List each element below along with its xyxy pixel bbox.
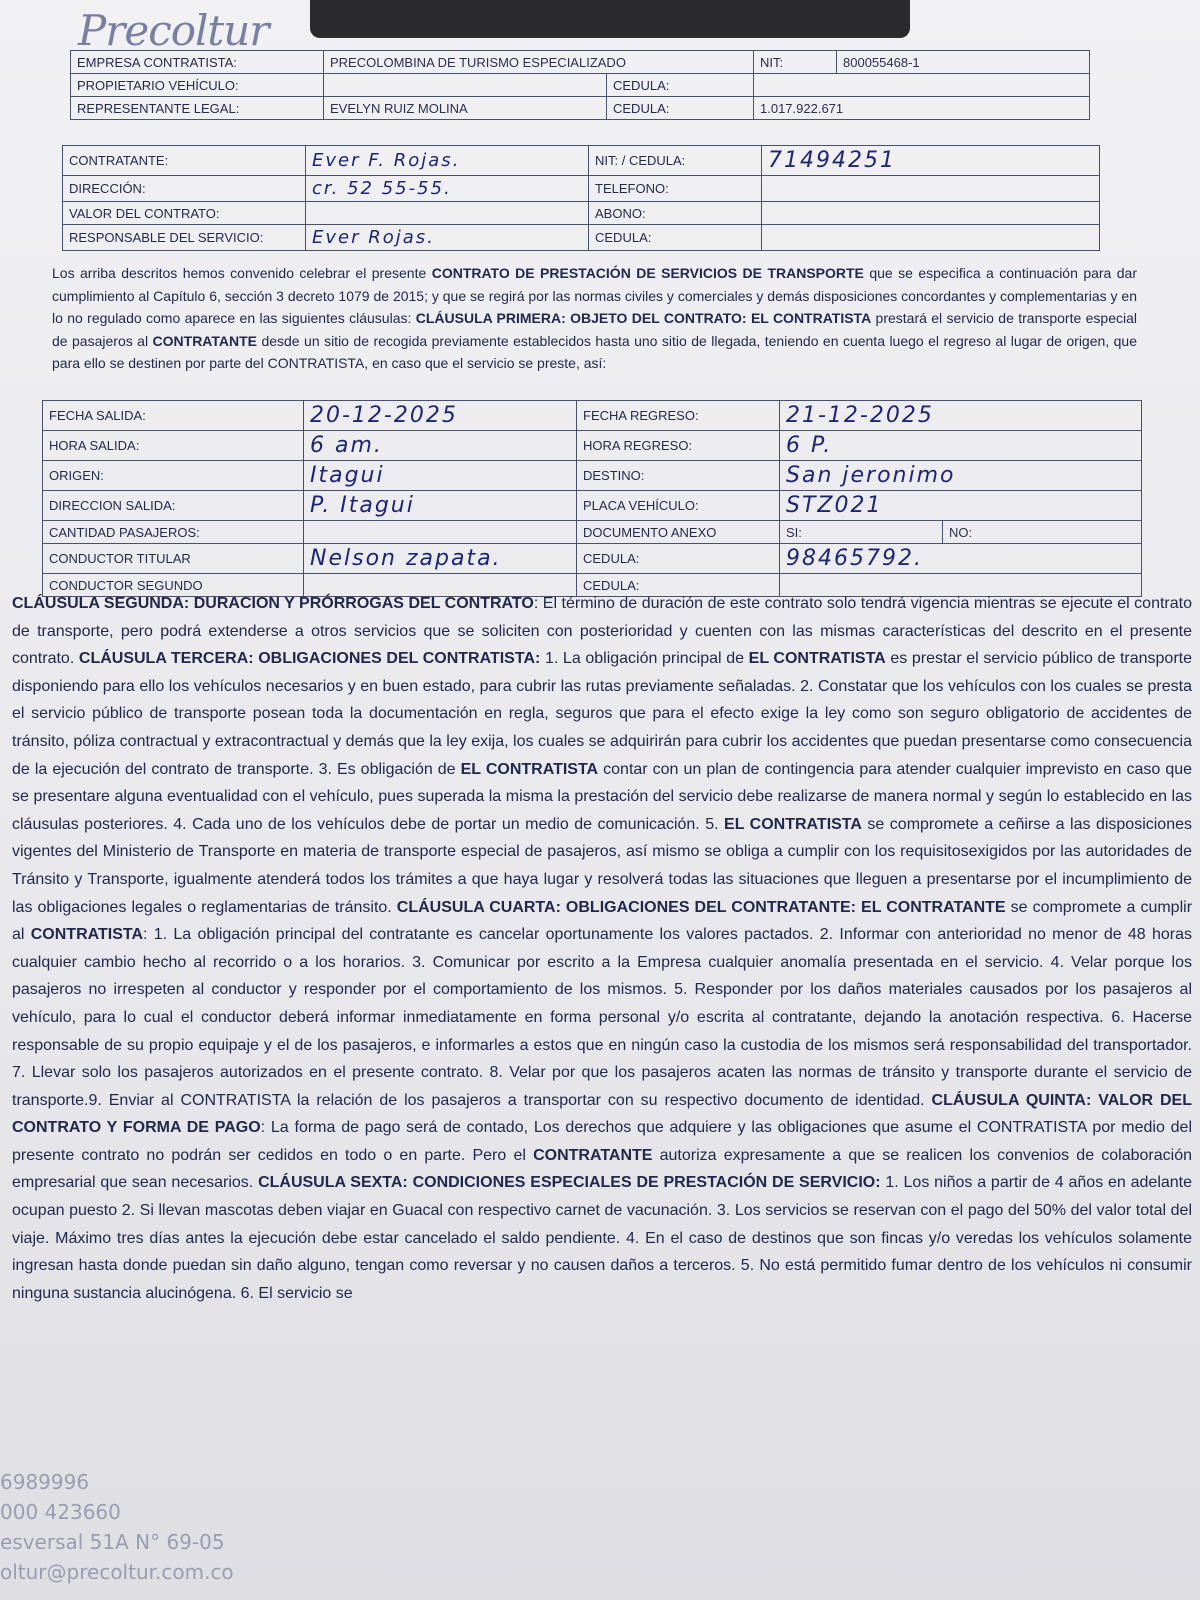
telefono-label: TELEFONO: (589, 176, 762, 202)
footer-phone-1: 6989996 (0, 1470, 90, 1494)
cantidad-value (304, 521, 577, 544)
empresa-value: PRECOLOMBINA DE TURISMO ESPECIALIZADO (324, 51, 754, 74)
intro-text-1: Los arriba descritos hemos convenido celebrar el presente (52, 265, 432, 281)
conductor-titular-value: Nelson zapata. (304, 544, 577, 574)
clause-4-title: CLÁUSULA CUARTA: OBLIGACIONES DEL CONTRATANTE: EL CONTRATANTE (396, 898, 1006, 916)
hora-regreso-label: HORA REGRESO: (577, 431, 780, 461)
clause-1-text-b: desde un sitio de recogida previamente establecidos hasta uno sitio de llegada, teniendo en cuenta luego el regreso al lugar de origen, que para ello se destinen por parte del CONTRATISTA, en caso que el servicio se preste, así: (52, 332, 1137, 371)
propietario-label: PROPIETARIO VEHÍCULO: (71, 74, 324, 97)
placa-label: PLACA VEHÍCULO: (577, 491, 780, 521)
company-logo: Precoltur (78, 6, 269, 55)
cedula-titular-value: 98465792. (780, 544, 1142, 574)
direccion-salida-value: P. Itagui (304, 491, 577, 521)
si-cell: SI: (780, 521, 943, 544)
destino-label: DESTINO: (577, 461, 780, 491)
fecha-regreso-value: 21-12-2025 (780, 401, 1142, 431)
fecha-salida-value: 20-12-2025 (304, 401, 577, 431)
client-table (62, 145, 1100, 251)
clause-3-bold-1: EL CONTRATISTA (748, 650, 886, 668)
clause-3-bold-2: EL CONTRATISTA (460, 760, 599, 778)
direccion-value: cr. 52 55-55. (306, 176, 589, 202)
placa-value: STZ021 (780, 491, 1142, 521)
no-cell: NO: (943, 521, 1142, 544)
clause-5-text-b: autoriza expresamente a que se realicen los convenios de colaboración empresarial que sean necesarios. (12, 1146, 1193, 1192)
hora-salida-label: HORA SALIDA: (43, 431, 304, 461)
representante-label: REPRESENTANTE LEGAL: (71, 97, 324, 120)
clause-3-text-b: es prestar el servicio público de transporte disponiendo para ello los vehículos necesarios y en buen estado, para cubrir las rutas previamente señaladas. 2. Constatar que los vehículos con los cuales se presta el servicio público de transporte posean toda la documentación en regla, seguros que para el efecto exige la ley como son seguro obligatorio de accidentes de tránsito, póliza contractual y extracontractual y demás que la ley exija, los cuales se adquirirán para cubrir los accidentes que puedan presentarse como consecuencia de la ejecución del contrato de transporte. 3. Es obligación de (12, 650, 1193, 778)
nit-value: 800055468-1 (837, 51, 1090, 74)
clause-3-text-c: contar con un plan de contingencia para atender cualquier imprevisto en caso que se presentare alguna eventualidad con el vehículo, pues superada la misma la prestación del servicio debe realizarse de manera normal y según lo establecido en las cláusulas posteriores. 4. Cada uno de los vehículos debe de portar un medio de comunicación. 5. (12, 760, 1193, 833)
clause-3-text-d: se compromete a ceñirse a las disposiciones vigentes del Ministerio de Transporte en materia de transporte especial de pasajeros, así mismo se obliga a cumplir con los requisitosexigidos por las autoridades de Tránsito y Transporte, igualmente atenderá todos los trámites a que haya lugar y resolverá todas las situaciones que lleguen a presentarse por el incumplimiento de las obligaciones legales o reglamentarias de tránsito. (12, 815, 1192, 916)
empresa-label: EMPRESA CONTRATISTA: (71, 51, 324, 74)
responsable-value: Ever Rojas. (306, 225, 589, 251)
footer-address: esversal 51A N° 69-05 (0, 1530, 225, 1554)
contratante-value: Ever F. Rojas. (306, 146, 589, 176)
footer-email: oltur@precoltur.com.co (0, 1560, 234, 1584)
fecha-regreso-label: FECHA REGRESO: (577, 401, 780, 431)
cantidad-label: CANTIDAD PASAJEROS: (43, 521, 304, 544)
propietario-value (324, 74, 607, 97)
cedula-label-1: CEDULA: (607, 74, 754, 97)
clause-5-title: CLÁUSULA QUINTA: VALOR DEL CONTRATO Y FORMA DE PAGO (12, 1091, 1193, 1137)
clause-3-text-a: 1. La obligación principal de (540, 650, 749, 668)
direccion-salida-label: DIRECCION SALIDA: (43, 491, 304, 521)
clause-4-text-a: se compromete a cumplir al (12, 898, 1193, 944)
clause-5-bold: CONTRATANTE (533, 1146, 653, 1164)
clause-3-bold-3: EL CONTRATISTA (724, 815, 862, 833)
clause-5-text-a: : La forma de pago será de contado, Los derechos que adquiere y las obligaciones que asume el CONTRATISTA por medio del presente contrato no podrán ser cedidos en todo o en parte. Pero el (12, 1119, 1192, 1164)
cedula-label-client: CEDULA: (589, 225, 762, 251)
footer-phone-2: 000 423660 (0, 1500, 121, 1524)
intro-paragraph (52, 262, 1137, 375)
origen-value: Itagui (304, 461, 577, 491)
clause-3-title: CLÁUSULA TERCERA: OBLIGACIONES DEL CONTRATISTA: (78, 650, 541, 668)
responsable-label: RESPONSABLE DEL SERVICIO: (63, 225, 306, 251)
clause-2-title: CLÁUSULA SEGUNDA: DURACION Y PRÓRROGAS DEL CONTRATO (12, 595, 534, 612)
abono-label: ABONO: (589, 202, 762, 225)
clause-6-title: CLÁUSULA SEXTA: CONDICIONES ESPECIALES DE PRESTACIÓN DE SERVICIO: (258, 1174, 881, 1192)
nit-cedula-label: NIT: / CEDULA: (589, 146, 762, 176)
nit-label: NIT: (754, 51, 837, 74)
valor-label: VALOR DEL CONTRATO: (63, 202, 306, 225)
clause-4-bold: CONTRATISTA (30, 926, 144, 944)
direccion-label: DIRECCIÓN: (63, 176, 306, 202)
company-table (70, 50, 1090, 120)
cedula-segundo-label: CEDULA: (577, 574, 780, 597)
representante-value: EVELYN RUIZ MOLINA (324, 97, 607, 120)
trip-table (42, 400, 1142, 597)
contract-clauses (12, 590, 1192, 1307)
nit-cedula-value: 71494251 (762, 146, 1100, 176)
intro-text-2: que se especifica a continuación para dar cumplimiento al Capítulo 6, sección 3 decreto 1079 de 2015; y que se regirá por las normas civiles y comerciales y demás disposiciones concordantes y complementarias y en lo no regulado como aparece en las siguientes cláusulas: (52, 265, 1138, 326)
origen-label: ORIGEN: (43, 461, 304, 491)
cedula-titular-label: CEDULA: (577, 544, 780, 574)
cedula-value-2: 1.017.922.671 (754, 97, 1090, 120)
clause-4-text-b: : 1. La obligación principal del contratante es cancelar oportunamente los valores pactados. 2. Informar con anterioridad no menor de 48 horas cualquier cambio hecho al recorrido o a los horarios. 3. Comunicar por escrito a la Empresa cualquier anomalía presentada en el servicio. 4. Velar porque los pasajeros no irrespeten al conductor y responder por el comportamiento de los mismos. 5. Responder por los daños materiales causados por los pasajeros al vehículo, para lo cual el conductor deberá informar inmediatamente en forma personal y/o escrita al contratante, dejando la anotación respectiva. 6. Hacerse responsable de su propio equipaje y el de los pasajeros, e informarles a estos que en ningún caso la custodia de los mismos será responsabilidad del transportador. 7. Llevar solo los pasajeros autorizados en el presente contrato. 8. Velar por que los pasajeros acaten las normas de tránsito y transporte durante el servicio de transporte.9. Enviar al CONTRATISTA la relación de los pasajeros a transportar con su respectivo documento de identidad. (12, 926, 1192, 1109)
destino-value: San jeronimo (780, 461, 1142, 491)
cedula-value-client (762, 225, 1100, 251)
clipboard-clip (310, 0, 910, 38)
cedula-label-2: CEDULA: (607, 97, 754, 120)
documento-label: DOCUMENTO ANEXO (577, 521, 780, 544)
intro-bold-1: CONTRATO DE PRESTACIÓN DE SERVICIOS DE TRANSPORTE (431, 265, 864, 281)
clause-1-title: CLÁUSULA PRIMERA: OBJETO DEL CONTRATO: EL CONTRATISTA (415, 310, 872, 326)
valor-value (306, 202, 589, 225)
clause-1-bold-2: CONTRATANTE (152, 332, 257, 349)
cedula-value-1 (754, 74, 1090, 97)
clause-6-text: 1. Los niños a partir de 4 años en adelante ocupan puesto 2. Si llevan mascotas deben viajar en Guacal con respectivo carnet de vacunación. 3. Los servicios se reservan con el pago del 50% del valor total del viaje. Máximo tres días antes la ejecución debe estar cancelado el saldo pendiente. 4. En el caso de destinos que son fincas y/o veredas los vehículos solamente ingresan hasta donde puedan sin daño alguno, tengan como reversar y no causen daños a terceros. 5. No está permitido fumar dentro de los vehículos ni consumir ninguna sustancia alucinógena. 6. El servicio se (12, 1174, 1193, 1302)
hora-regreso-value: 6 P. (780, 431, 1142, 461)
abono-value (762, 202, 1100, 225)
clause-2-text: : El término de duración de este contrato solo tendrá vigencia mientras se ejecute el contrato de transporte, pero podrá extenderse a otros servicios que se soliciten con posterioridad y cuenten con las mismas características del descrito en el presente contrato. (12, 595, 1192, 668)
contratante-label: CONTRATANTE: (63, 146, 306, 176)
conductor-segundo-label: CONDUCTOR SEGUNDO (43, 574, 304, 597)
conductor-titular-label: CONDUCTOR TITULAR (43, 544, 304, 574)
telefono-value (762, 176, 1100, 202)
hora-salida-value: 6 am. (304, 431, 577, 461)
fecha-salida-label: FECHA SALIDA: (43, 401, 304, 431)
clause-1-text-a: prestará el servicio de transporte especial de pasajeros al (52, 310, 1137, 349)
